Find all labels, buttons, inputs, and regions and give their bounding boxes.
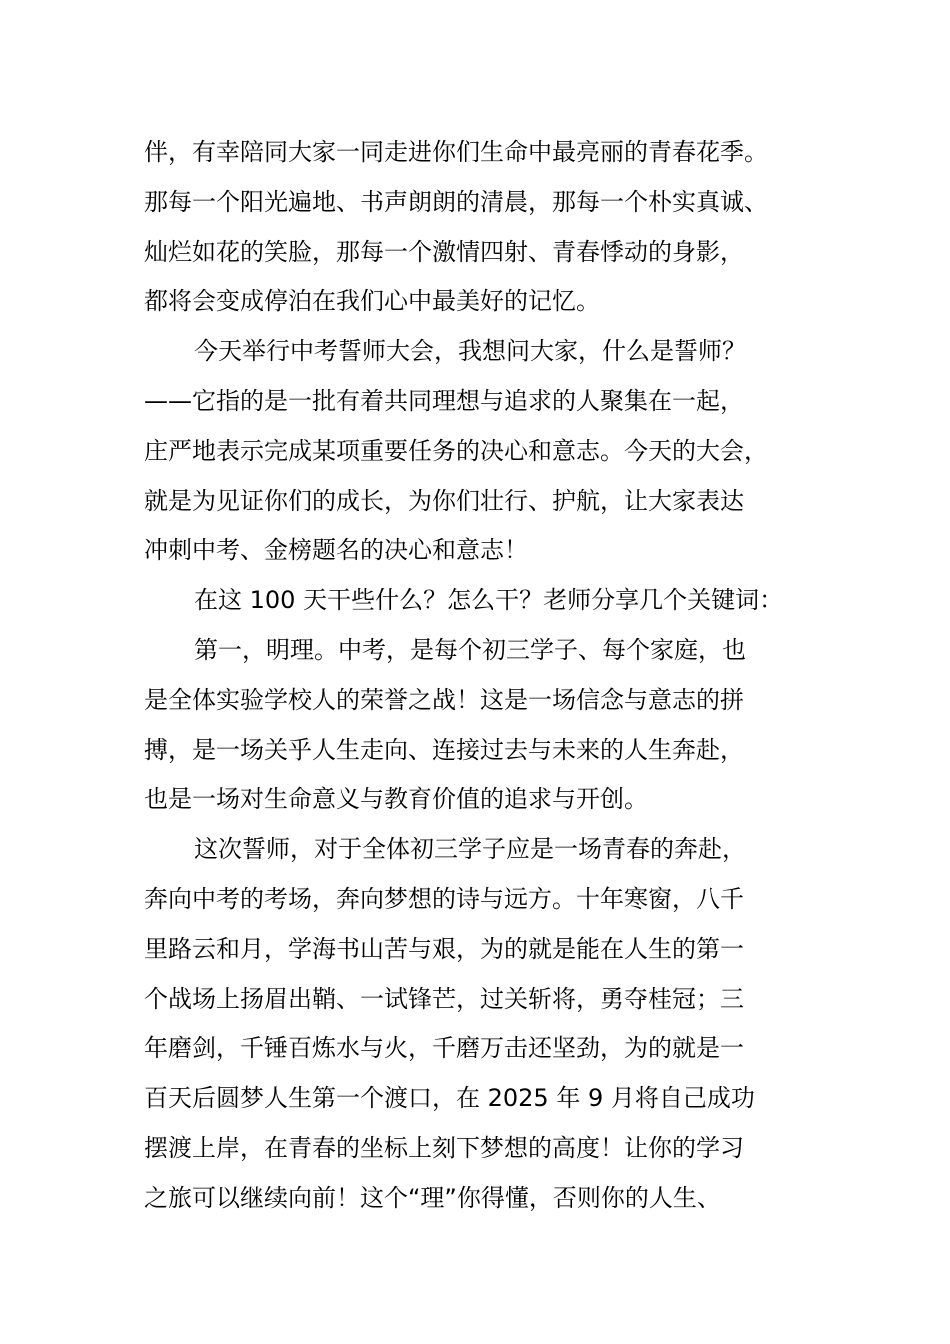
paragraph-start-line: 今天举行中考誓师大会，我想问大家，什么是誓师？: [194, 337, 746, 366]
text-line: 奔向中考的考场，奔向梦想的诗与远方。十年寒窗，八千: [144, 884, 744, 913]
paragraph-start-line: 在这 100 天干些什么？怎么干？老师分享几个关键词：: [194, 586, 784, 615]
paragraph-start-line: 这次誓师，对于全体初三学子应是一场青春的奔赴，: [194, 835, 746, 864]
paragraph-start-line: 第一，明理。中考，是每个初三学子、每个家庭，也: [194, 635, 746, 664]
text-line: 也是一场对生命意义与教育价值的追求与开创。: [144, 785, 648, 814]
text-line: 搏，是一场关乎人生走向、连接过去与未来的人生奔赴，: [144, 735, 744, 764]
text-line: 年磨剑，千锤百炼水与火，千磨万击还坚劲，为的就是一: [144, 1034, 744, 1063]
text-line: 之旅可以继续向前！这个“理”你得懂，否则你的人生、: [144, 1183, 721, 1212]
text-line: 那每一个阳光遍地、书声朗朗的清晨，那每一个朴实真诚、: [144, 187, 768, 216]
text-line: 伴，有幸陪同大家一同走进你们生命中最亮丽的青春花季。: [144, 138, 768, 166]
text-line: 都将会变成停泊在我们心中最美好的记忆。: [144, 287, 600, 316]
body-text: [144, 128, 824, 1224]
text-line: 百天后圆梦人生第一个渡口，在 2025 年 9 月将自己成功: [144, 1084, 755, 1113]
text-line: 里路云和月，学海书山苦与艰，为的就是能在人生的第一: [144, 934, 744, 963]
text-line: 庄严地表示完成某项重要任务的决心和意志。今天的大会，: [144, 436, 768, 465]
text-line: 灿烂如花的笑脸，那每一个激情四射、青春悸动的身影，: [144, 237, 744, 266]
text-line: ——它指的是一批有着共同理想与追求的人聚集在一起，: [144, 386, 744, 415]
text-line: 是全体实验学校人的荣誉之战！这是一场信念与意志的拼: [144, 685, 744, 714]
text-line: 摆渡上岸，在青春的坐标上刻下梦想的高度！让你的学习: [144, 1133, 744, 1162]
text-line: 就是为见证你们的成长，为你们壮行、护航，让大家表达: [144, 486, 744, 515]
text-line: 冲刺中考、金榜题名的决心和意志！: [144, 536, 528, 565]
text-line: 个战场上扬眉出鞘、一试锋芒，过关斩将，勇夺桂冠；三: [144, 984, 744, 1013]
